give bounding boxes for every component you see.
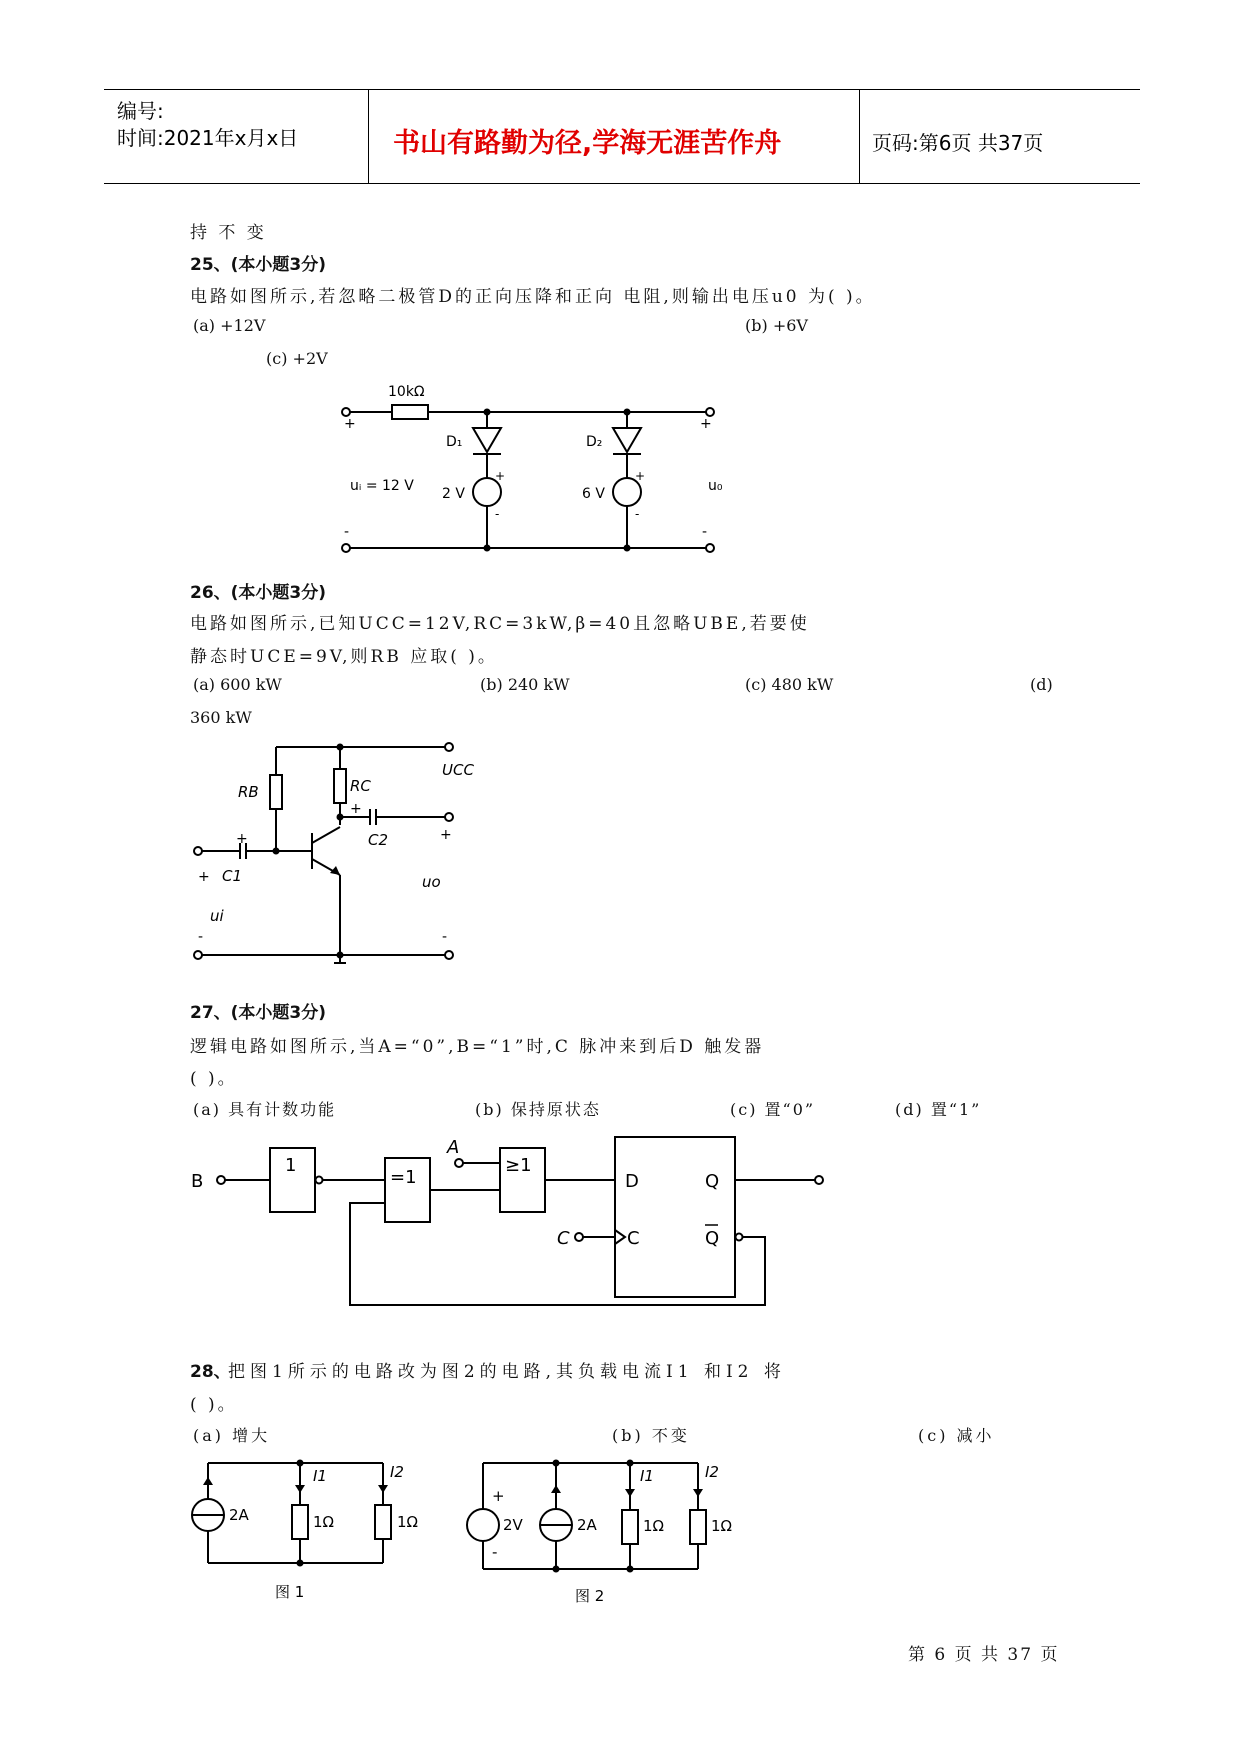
q25-src2-minus: - (635, 507, 640, 521)
q27-stem-line1: 逻辑电路如图所示,当A=“0”,B=“1”时,C 脉冲来到后D 触发器 (190, 1037, 765, 1057)
q27-label-c: C (557, 1228, 570, 1249)
q27-label-qbar: Q (705, 1228, 720, 1249)
q28-fig2-r2: 1Ω (711, 1517, 733, 1535)
q27-label-d: D (625, 1171, 639, 1192)
q25-label-uo: u₀ (708, 478, 723, 494)
q25-label-resistor: 10kΩ (388, 384, 425, 400)
q28-title: 28、 (190, 1362, 231, 1382)
q28-option-a: (a) 增大 (193, 1426, 271, 1445)
q25-label-ui: uᵢ = 12 V (350, 478, 414, 494)
q25-label-plus-in: + (344, 416, 356, 432)
q27-label-xor: =1 (390, 1167, 417, 1188)
q28-stem-line2: ( )。 (190, 1395, 238, 1415)
q26-amplifier-diagram (190, 735, 490, 975)
q25-label-d2: D₂ (586, 434, 603, 450)
q26-label-out-plus: + (440, 827, 452, 843)
q26-label-in-minus: - (198, 929, 204, 945)
q28-option-c: (c) 减小 (918, 1426, 995, 1445)
q26-label-ucc: UCC (442, 761, 474, 779)
q25-option-b: (b) +6V (745, 316, 808, 335)
q26-title: 26、(本小题3分) (190, 583, 327, 603)
q26-option-d: (d) (1030, 675, 1053, 694)
q28-fig2-i2: I2 (705, 1463, 719, 1481)
q28-fig2-caption: 图 2 (575, 1587, 605, 1605)
q27-label-not: 1 (285, 1155, 297, 1176)
q27-label-clk: C (627, 1228, 640, 1249)
q26-label-c1: C1 (222, 867, 243, 885)
q26-label-c1-plus: + (236, 831, 248, 847)
q27-label-q: Q (705, 1171, 720, 1192)
q26-label-uo: uo (422, 873, 441, 891)
q25-label-minus-out: - (702, 524, 708, 540)
q25-src2-plus: + (635, 469, 646, 483)
q28-fig1-r2: 1Ω (397, 1513, 419, 1531)
q27-label-b: B (191, 1171, 204, 1192)
q26-label-rb: RB (238, 783, 259, 801)
q26-option-a: (a) 600 kW (193, 675, 282, 694)
q27-option-a: (a) 具有计数功能 (193, 1100, 337, 1119)
q25-label-minus-in: - (344, 524, 350, 540)
q26-label-ui: ui (210, 907, 224, 925)
q28-fig1-caption: 图 1 (275, 1583, 305, 1601)
q25-src1-plus: + (495, 469, 506, 483)
q26-stem-line1: 电路如图所示,已知UCC=12V,RC=3kW,β=40且忽略UBE,若要使 (190, 614, 810, 634)
q27-logic-diagram (185, 1125, 845, 1325)
q25-option-c: (c) +2V (266, 349, 328, 368)
q26-label-c2: C2 (368, 831, 389, 849)
page-footer: 第 6 页 共 37 页 (908, 1645, 1060, 1665)
continuation-text: 持 不 变 (190, 223, 267, 243)
q27-label-or: ≥1 (505, 1155, 532, 1176)
q25-title: 25、(本小题3分) (190, 255, 327, 275)
q28-fig1-current: 2A (229, 1506, 249, 1524)
q25-circuit-diagram (330, 380, 730, 560)
serial-label: 编号: (117, 99, 164, 123)
q25-label-d1: D₁ (446, 434, 463, 450)
q27-option-d: (d) 置“1” (895, 1100, 982, 1119)
q25-src1-minus: - (495, 507, 500, 521)
q27-title: 27、(本小题3分) (190, 1003, 327, 1023)
q25-label-plus-out: + (700, 416, 712, 432)
header-divider-left (368, 89, 369, 183)
q28-fig2-r1: 1Ω (643, 1517, 665, 1535)
q25-label-6v: 6 V (582, 486, 605, 502)
q28-fig2-current: 2A (577, 1516, 597, 1534)
q26-option-b: (b) 240 kW (480, 675, 570, 694)
header-divider-right (859, 89, 860, 183)
q26-option-d-value: 360 kW (190, 708, 252, 727)
header-top-rule (104, 89, 1140, 90)
q28-fig2-plus: + (492, 1487, 505, 1505)
q28-figure-1 (192, 1463, 391, 1563)
q27-d-flipflop (615, 1137, 735, 1297)
q28-fig1-i2: I2 (390, 1463, 404, 1481)
q27-option-b: (b) 保持原状态 (475, 1100, 601, 1119)
q26-label-c2-plus: + (350, 801, 362, 817)
header-bottom-rule (104, 183, 1140, 184)
q27-option-c: (c) 置“0” (730, 1100, 816, 1119)
header-motto: 书山有路勤为径,学海无涯苦作舟 (393, 128, 782, 159)
page-label: 页码:第6页 共37页 (872, 131, 1044, 155)
q25-stem: 电路如图所示,若忽略二极管D的正向压降和正向 电阻,则输出电压u0 为( )。 (190, 287, 876, 307)
q25-option-a: (a) +12V (193, 316, 266, 335)
q26-label-out-minus: - (442, 929, 448, 945)
q26-label-rc: RC (350, 777, 371, 795)
q26-option-c: (c) 480 kW (745, 675, 834, 694)
time-label: 时间:2021年x月x日 (117, 126, 299, 150)
q28-fig1-i1: I1 (313, 1467, 327, 1485)
q28-stem-line1: 把图1所示的电路改为图2的电路,其负载电流I1 和I2 将 (228, 1362, 786, 1382)
q28-circuit-figures (185, 1455, 745, 1605)
q28-fig1-r1: 1Ω (313, 1513, 335, 1531)
q25-label-2v: 2 V (442, 486, 465, 502)
q27-label-a: A (447, 1137, 460, 1158)
q26-stem-line2: 静态时UCE=9V,则RB 应取( )。 (190, 647, 498, 667)
q28-fig2-voltage: 2V (503, 1516, 523, 1534)
q28-fig2-minus: - (492, 1543, 498, 1561)
q28-fig2-i1: I1 (640, 1467, 654, 1485)
q26-label-in-plus: + (198, 869, 210, 885)
q27-stem-line2: ( )。 (190, 1069, 238, 1089)
q28-option-b: (b) 不变 (612, 1426, 690, 1445)
